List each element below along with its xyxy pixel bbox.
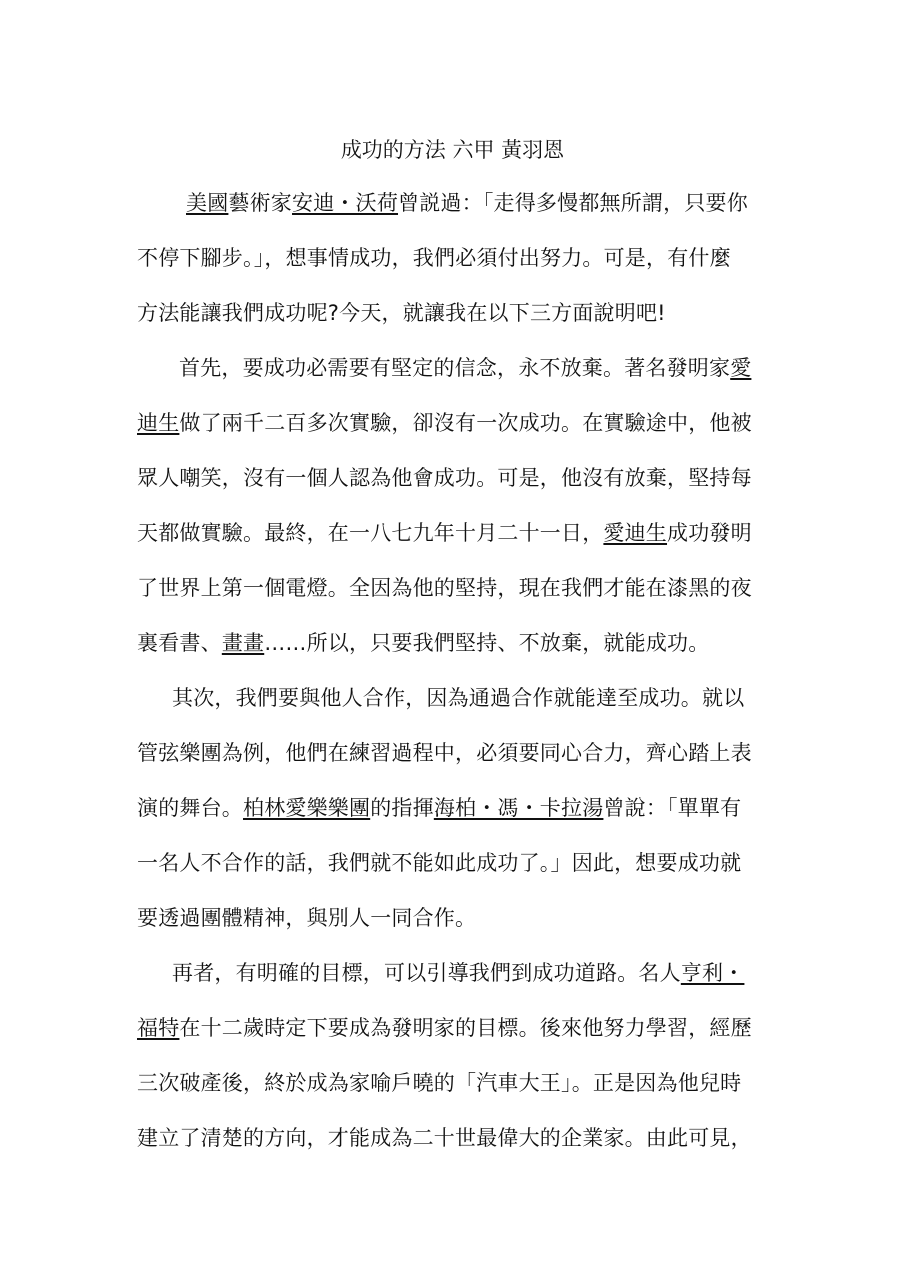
text-run: 再者，有明確的目標，可以引導我們到成功道路。名人 [172, 961, 681, 985]
text-run: 在十二歲時定下要成為發明家的目標。後來他努力學習，經歷 [179, 1016, 752, 1040]
underlined-name: 亨利・ [680, 961, 745, 985]
text-run: 藝術家 [228, 191, 293, 215]
text-run: 做了兩千二百多次實驗，卻沒有一次成功。在實驗途中，他被 [179, 411, 752, 435]
text-run: 演的舞台。 [137, 796, 243, 820]
text-line [137, 299, 666, 327]
text-line [172, 684, 744, 712]
text-run: 成功發明 [667, 521, 752, 545]
text-run: 曾説過：「走得多慢都無所謂，只要你 [398, 191, 748, 215]
text-line [137, 1069, 741, 1097]
text-run: 首先，要成功必需要有堅定的信念，永不放棄。著名發明家 [179, 356, 731, 380]
text-line [137, 904, 476, 932]
text-run: 管弦樂團為例，他們在練習過程中，必須要同心合力，齊心踏上表 [137, 741, 752, 765]
text-line [137, 739, 752, 767]
text-line [137, 1124, 752, 1152]
essay-title: 成功的方法 六甲 黃羽恩 [340, 138, 565, 162]
text-line [137, 519, 752, 547]
text-run: 裏看書、 [137, 631, 222, 655]
text-run: 天都做實驗。最終，在一八七九年十月二十一日， [137, 521, 604, 545]
text-line [137, 244, 731, 272]
underlined-name: 海柏・馮・卡拉湯 [433, 796, 604, 820]
underlined-name: 柏林愛樂樂團 [243, 796, 371, 820]
text-line [186, 189, 748, 217]
text-line [137, 849, 741, 877]
text-line [172, 959, 744, 987]
text-run: 的指揮 [370, 796, 434, 820]
text-run: 不停下腳步。」，想事情成功，我們必須付出努力。可是，有什麼 [137, 246, 731, 270]
text-run: 其次，我們要與他人合作，因為通過合作就能達至成功。就以 [172, 686, 745, 710]
underlined-name: 愛迪生 [603, 521, 668, 545]
text-line [137, 794, 741, 822]
text-run: 建立了清楚的方向，才能成為二十世最偉大的企業家。由此可見， [137, 1126, 752, 1150]
text-run: 方法能讓我們成功呢?今天，就讓我在以下三方面說明吧! [137, 301, 666, 325]
underlined-name: 迪生 [137, 411, 180, 435]
text-run: 眾人嘲笑，沒有一個人認為他會成功。可是，他沒有放棄，堅持每 [137, 466, 752, 490]
text-line [137, 1014, 752, 1042]
underlined-name: 福特 [137, 1016, 180, 1040]
text-run: 了世界上第一個電燈。全因為他的堅持，現在我們才能在漆黑的夜 [137, 576, 752, 600]
text-line [179, 354, 751, 382]
underlined-word: 畫畫 [221, 631, 265, 655]
text-run: ……所以，只要我們堅持、不放棄，就能成功。 [264, 631, 710, 655]
text-line [137, 574, 752, 602]
text-line [137, 464, 752, 492]
text-line [137, 629, 709, 657]
text-line [137, 409, 752, 437]
text-run: 三次破產後，終於成為家喻戶曉的「汽車大王」。正是因為他兒時 [137, 1071, 742, 1095]
text-run: 一名人不合作的話，我們就不能如此成功了。」因此，想要成功就 [137, 851, 742, 875]
text-run: 要透過團體精神，與別人一同合作。 [137, 906, 477, 930]
text-run: 曾說：「單單有 [603, 796, 742, 820]
underlined-name: 安迪・沃荷 [292, 191, 399, 215]
underlined-name: 美國 [186, 191, 229, 215]
underlined-name: 愛 [730, 356, 752, 380]
